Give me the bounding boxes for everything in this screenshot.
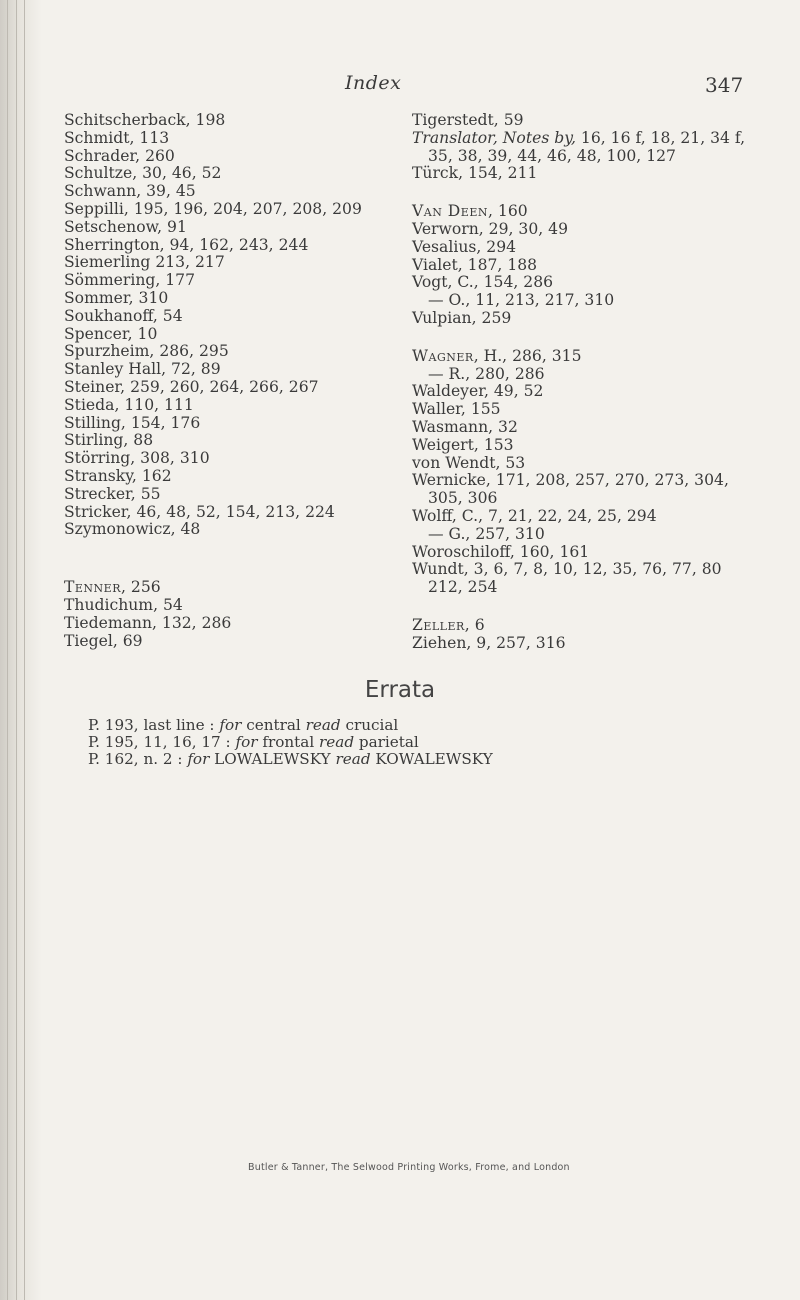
book-gutter [0,0,42,1300]
entry-text: Szymonowicz, 48 [64,520,201,539]
index-entry [64,343,394,361]
index-entry [412,455,782,473]
entry-text: Schmidt, 113 [64,128,170,147]
index-entry [412,561,782,579]
entry-text: , 6 [464,615,485,634]
entry-text: , H., 286, 315 [473,346,582,365]
entry-text: Wolff, C., 7, 21, 22, 24, 25, 294 [412,506,657,525]
index-entry [412,292,782,310]
errata-heading: Errata [364,677,436,703]
entry-text: von Wendt, 53 [412,453,526,472]
entry-text: Wernicke, 171, 208, 257, 270, 273, 304, [412,471,729,490]
entry-text: 35, 38, 39, 44, 46, 48, 100, 127 [428,146,676,165]
index-entry [64,272,394,290]
index-entry [64,148,394,166]
entry-text: Spencer, 10 [64,324,158,343]
errata-read-label: read [305,716,341,734]
index-entry [412,401,782,419]
printer-imprint: Butler & Tanner, The Selwood Printing Works, Frome, and London [248,1162,570,1173]
entry-text: , 256 [121,578,161,597]
index-entry [412,112,782,130]
index-entry [64,254,394,272]
entry-text: Stilling, 154, 176 [64,413,201,432]
index-entry [412,221,782,239]
entry-text: Schrader, 260 [64,146,175,165]
errata-correct-text: parietal [354,733,419,751]
index-entry [412,617,782,635]
index-entry [64,450,394,468]
errata-read-label: read [335,750,371,768]
index-entry [412,635,782,653]
entry-lead-italic: Translator, Notes by, [412,128,576,147]
index-entry [64,468,394,486]
errata-correct-text: KOWALEWSKY [370,750,493,768]
entry-text: Setschenow, 91 [64,217,187,236]
errata-line [88,717,493,734]
entry-text: Sömmering, 177 [64,271,196,290]
running-head: Index [345,72,402,94]
entry-text: Vogt, C., 154, 286 [412,273,554,292]
entry-text: Verworn, 29, 30, 49 [412,219,569,238]
entry-text: — O., 11, 213, 217, 310 [428,291,615,310]
gutter-line [16,0,17,1300]
entry-text: Schultze, 30, 46, 52 [64,164,222,183]
page-number: 347 [705,73,744,97]
errata-location: P. 193, last line : [88,716,220,734]
entry-text: Sommer, 310 [64,288,169,307]
entry-text: Ziehen, 9, 257, 316 [412,633,566,652]
index-column-right [412,112,782,653]
index-entry [64,237,394,255]
entry-text: Wasmann, 32 [412,417,518,436]
entry-text: — G., 257, 310 [428,524,545,543]
index-entry [412,148,782,166]
index-entry [64,521,394,539]
entry-text: Strecker, 55 [64,484,161,503]
index-entry [64,504,394,522]
entry-text: Wundt, 3, 6, 7, 8, 10, 12, 35, 76, 77, 80 [412,560,722,579]
section-gap [64,559,394,579]
index-entry [412,508,782,526]
entry-text: Stirling, 88 [64,431,154,450]
entry-text: Störring, 308, 310 [64,449,210,468]
entry-text: Türck, 154, 211 [412,164,538,183]
entry-text: 16, 16 f, 18, 21, 34 f, [575,128,746,147]
entry-text: Seppilli, 195, 196, 204, 207, 208, 209 [64,199,362,218]
index-entry [412,310,782,328]
errata-wrong-text: frontal [257,733,320,751]
errata-for-label: for [187,750,210,768]
errata-line [88,734,493,751]
index-entry [412,130,782,148]
entry-text: Thudichum, 54 [64,595,183,614]
gutter-line [24,0,25,1300]
index-entry [64,326,394,344]
entry-text: Stanley Hall, 72, 89 [64,360,221,379]
entry-text: Vesalius, 294 [412,237,517,256]
index-entry [64,361,394,379]
index-entry [412,203,782,221]
index-entry [64,633,394,651]
index-entry [412,348,782,366]
errata-line [88,751,493,768]
index-entry [412,257,782,275]
entry-text: Stransky, 162 [64,466,172,485]
entry-text: Schwann, 39, 45 [64,182,196,201]
index-entry [412,419,782,437]
errata-wrong-text: central [241,716,306,734]
index-entry [64,290,394,308]
index-entry [64,379,394,397]
entry-text: Tiegel, 69 [64,631,143,650]
entry-lead-smallcaps: Wagner [412,346,474,365]
index-entry [412,274,782,292]
errata-location: P. 195, 11, 16, 17 : [88,733,236,751]
section-gap [412,597,782,617]
entry-text: Sherrington, 94, 162, 243, 244 [64,235,309,254]
entry-text: Waller, 155 [412,400,501,419]
entry-text: — R., 280, 286 [428,364,545,383]
index-entry [64,308,394,326]
entry-text: Weigert, 153 [412,435,514,454]
errata-location: P. 162, n. 2 : [88,750,188,768]
entry-text: Waldeyer, 49, 52 [412,382,544,401]
index-entry [412,526,782,544]
entry-lead-smallcaps: Zeller [412,615,465,634]
errata-for-label: for [219,716,242,734]
index-entry [64,486,394,504]
index-entry [412,366,782,384]
index-entry [412,490,782,508]
index-entry [412,437,782,455]
entry-text: 305, 306 [428,489,498,508]
errata-wrong-text: LOWALEWSKY [209,750,336,768]
index-entry [64,397,394,415]
index-column-left [64,112,394,650]
entry-text: Vialet, 187, 188 [412,255,538,274]
entry-text: Schitscherback, 198 [64,111,226,129]
entry-text: , 160 [487,202,528,221]
section-gap [412,183,782,203]
index-entry [64,432,394,450]
entry-text: Soukhanoff, 54 [64,306,183,325]
index-entry [64,165,394,183]
entry-text: Siemerling 213, 217 [64,253,225,272]
gutter-line [7,0,8,1300]
errata-read-label: read [319,733,355,751]
entry-text: Tigerstedt, 59 [412,111,524,129]
entry-text: Steiner, 259, 260, 264, 266, 267 [64,377,319,396]
entry-text: Woroschiloff, 160, 161 [412,542,590,561]
entry-text: Spurzheim, 286, 295 [64,342,229,361]
entry-text: Vulpian, 259 [412,308,512,327]
index-entry [64,201,394,219]
index-entry [412,239,782,257]
index-entry [64,112,394,130]
index-entry [64,130,394,148]
index-entry [64,615,394,633]
entry-lead-smallcaps: Tenner [64,578,121,597]
index-entry [64,597,394,615]
section-gap [412,328,782,348]
errata-list [88,717,493,768]
index-entry [412,383,782,401]
index-entry [64,579,394,597]
index-entry [412,579,782,597]
errata-correct-text: crucial [340,716,399,734]
section-gap [64,539,394,559]
entry-text: Stricker, 46, 48, 52, 154, 213, 224 [64,502,335,521]
index-entry [412,544,782,562]
entry-text: 212, 254 [428,578,498,597]
entry-text: Tiedemann, 132, 286 [64,613,232,632]
index-entry [64,183,394,201]
errata-for-label: for [235,733,258,751]
entry-lead-smallcaps: Van Deen [412,202,488,221]
index-entry [412,472,782,490]
index-entry [64,415,394,433]
entry-text: Stieda, 110, 111 [64,395,194,414]
index-entry [412,165,782,183]
index-entry [64,219,394,237]
